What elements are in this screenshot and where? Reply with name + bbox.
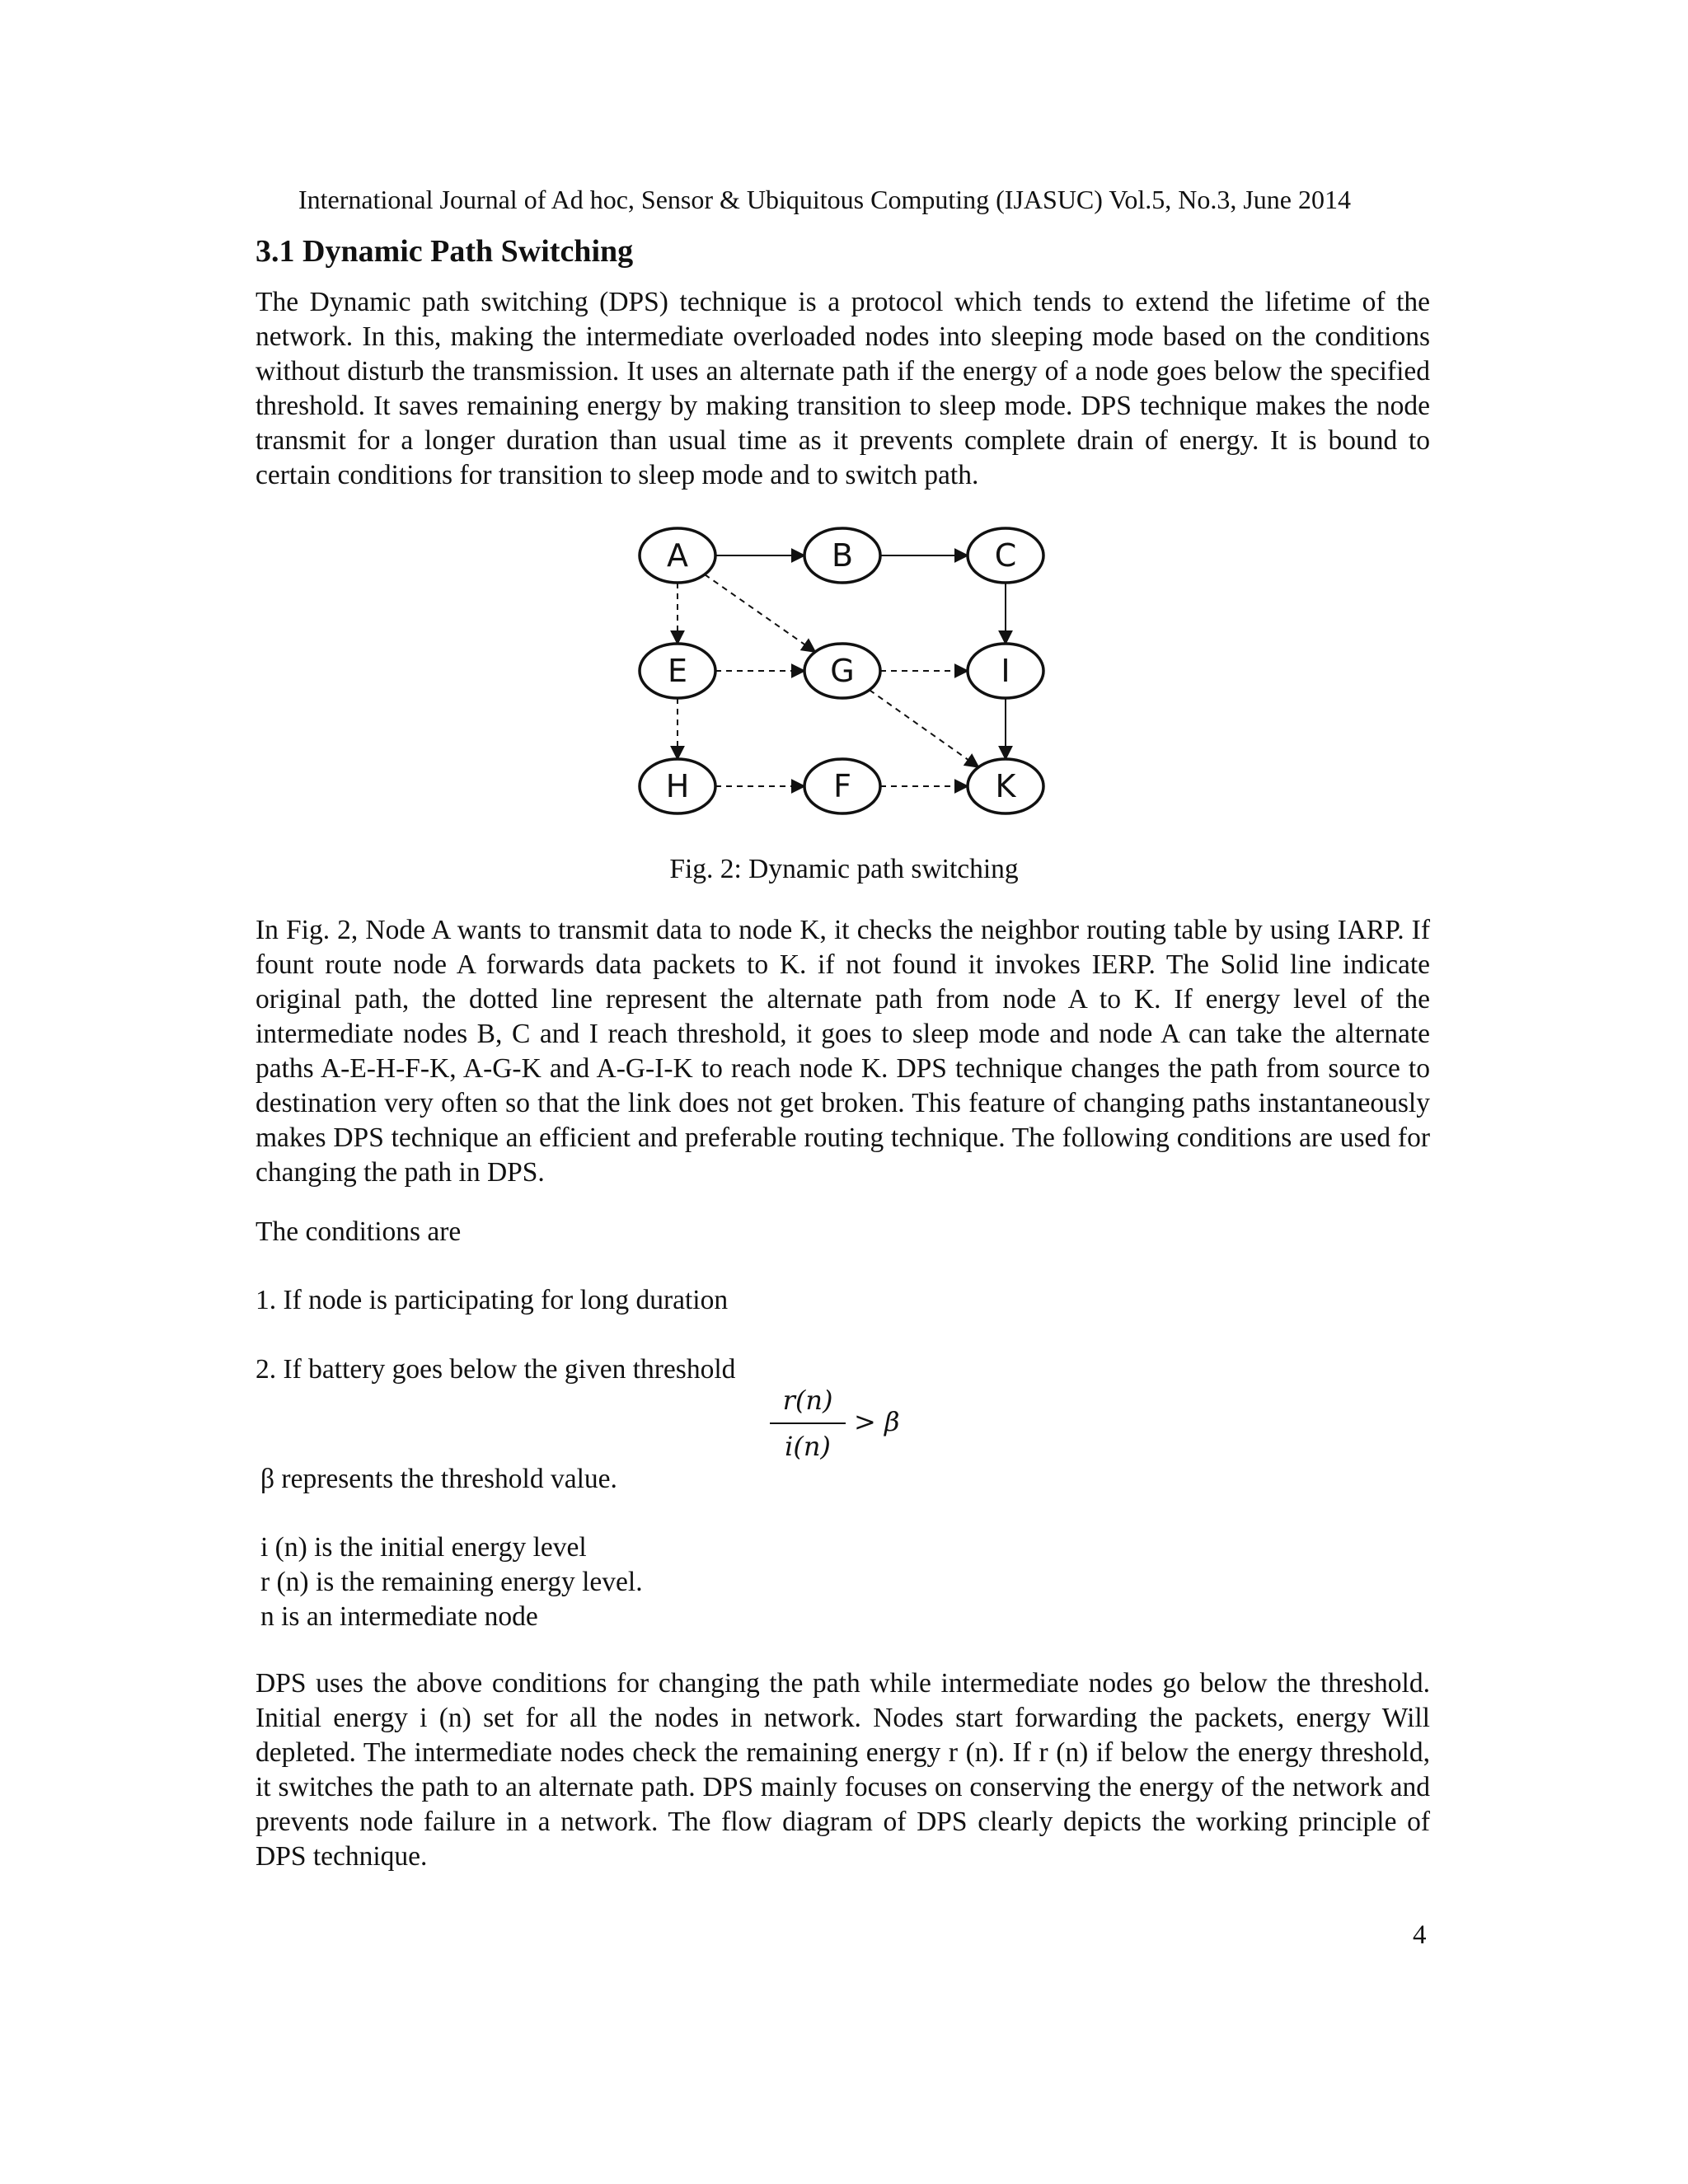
definition-beta: β represents the threshold value.: [260, 1464, 617, 1494]
explanation-paragraph: In Fig. 2, Node A wants to transmit data to node K, it checks the neighbor routing table by using IARP. If fount route node A forwards data packets to K. if not found it invokes IERP. The Solid line indicate original path, the dotted line represent the alternate path from node A to K. If energy level of the intermediate nodes B, C and I reach threshold, it goes to sleep mode and node A can take the alternate paths A-E-H-F-K, A-G-K and A-G-I-K to reach node K. DPS technique changes the path from source to destination very often so that the link does not get broken. This feature of changing paths instantaneously makes DPS technique an efficient and preferable routing technique. The following conditions are used for changing the path in DPS.: [256, 915, 1430, 1188]
node-c: [968, 528, 1043, 583]
formula-relation: > β: [854, 1406, 900, 1437]
node-b: [804, 528, 880, 583]
node-g: [804, 644, 880, 698]
node-label: B: [831, 537, 854, 574]
node-label: A: [667, 537, 688, 574]
fraction-bar: [770, 1422, 846, 1424]
node-a: [640, 528, 715, 583]
node-label: E: [667, 653, 688, 689]
running-header: International Journal of Ad hoc, Sensor & Ubiquitous Computing (IJASUC) Vol.5, No.3, June 2014: [298, 185, 1351, 214]
node-layer: [640, 528, 1043, 813]
formula-denominator: i(n): [785, 1431, 831, 1462]
node-label: I: [1001, 653, 1010, 689]
node-label: C: [994, 537, 1017, 574]
node-label: G: [830, 653, 855, 689]
node-label: K: [995, 768, 1016, 804]
node-label: H: [665, 768, 690, 804]
formula-numerator: r(n): [782, 1385, 833, 1416]
node-f: [804, 759, 880, 813]
definition-initial-energy: i (n) is the initial energy level: [260, 1532, 587, 1563]
page-number: 4: [1413, 1920, 1427, 1950]
definition-remaining-energy: r (n) is the remaining energy level.: [260, 1567, 643, 1597]
node-e: [640, 644, 715, 698]
dps-network-diagram: [626, 513, 1063, 829]
node-k: [968, 759, 1043, 813]
node-label: F: [833, 768, 851, 804]
definition-intermediate-node: n is an intermediate node: [260, 1601, 538, 1632]
edge-a-g: [705, 574, 815, 652]
conclusion-paragraph: DPS uses the above conditions for changing the path while intermediate nodes go below the threshold. Initial energy i (n) set for all the nodes in network. Nodes start forwarding the packets, energy Will depleted. The intermediate nodes check the remaining energy r (n). If r (n) if below the energy threshold, it switches the path to an alternate path. DPS mainly focuses on conserving the energy of the network and prevents node failure in a network. The flow diagram of DPS clearly depicts the working principle of DPS technique.: [256, 1668, 1430, 1872]
intro-paragraph: The Dynamic path switching (DPS) technique is a protocol which tends to extend the lifetime of the network. In this, making the intermediate overloaded nodes into sleeping mode based on the conditions without disturb the transmission. It uses an alternate path if the energy of a node goes below the specified threshold. It saves remaining energy by making transition to sleep mode. DPS technique makes the node transmit for a longer duration than usual time as it prevents complete drain of energy. It is bound to certain conditions for transition to sleep mode and to switch path.: [256, 287, 1430, 490]
section-heading: 3.1 Dynamic Path Switching: [256, 234, 634, 269]
condition-item-2: 2. If battery goes below the given threshold: [256, 1354, 736, 1385]
threshold-formula: [767, 1385, 915, 1475]
condition-item-1: 1. If node is participating for long duration: [256, 1285, 729, 1315]
figure-caption: Fig. 2: Dynamic path switching: [669, 854, 1019, 884]
conditions-intro: The conditions are: [256, 1216, 462, 1247]
node-h: [640, 759, 715, 813]
edge-g-k: [870, 690, 978, 767]
node-i: [968, 644, 1043, 698]
